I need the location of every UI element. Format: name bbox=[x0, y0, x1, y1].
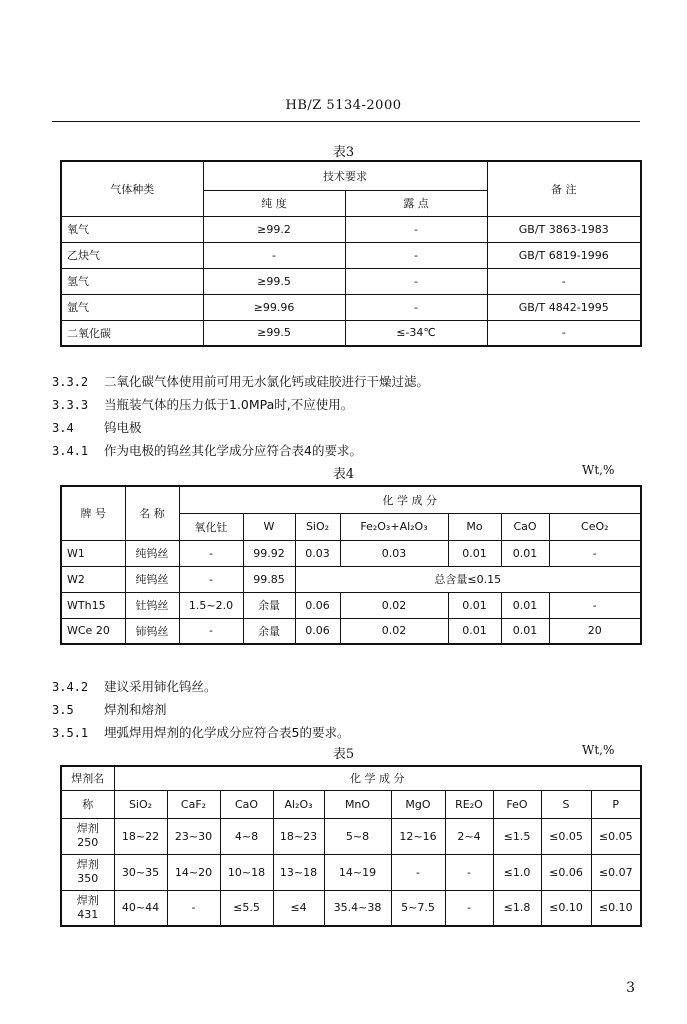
table-cell: ≤1.5 bbox=[493, 818, 541, 854]
section-number: 3.4.2 bbox=[52, 680, 89, 694]
table-cell: 二氧化碳 bbox=[61, 320, 203, 346]
table-cell: 0.01 bbox=[501, 540, 549, 566]
page-header: HB/Z 5134-2000 bbox=[285, 98, 402, 113]
table-cell: 0.03 bbox=[340, 540, 448, 566]
table-cell: 铈钨丝 bbox=[125, 618, 179, 644]
table-cell: SiO₂ bbox=[295, 513, 340, 540]
table4-body bbox=[61, 540, 641, 644]
table4 bbox=[60, 485, 642, 645]
table-row bbox=[61, 216, 641, 242]
table-row bbox=[61, 566, 641, 592]
table4-head-name: 名 称 bbox=[125, 486, 179, 540]
header-rule bbox=[52, 121, 640, 122]
table-cell: - bbox=[549, 592, 641, 618]
table-cell: ≥99.5 bbox=[203, 320, 345, 346]
flux-name-cell bbox=[61, 818, 114, 854]
table-cell: - bbox=[345, 294, 487, 320]
table-cell: 0.01 bbox=[501, 618, 549, 644]
table4-caption: 表4 bbox=[332, 467, 355, 482]
table-cell: - bbox=[487, 268, 641, 294]
table-cell: P bbox=[591, 790, 641, 818]
table-cell: 40~44 bbox=[114, 890, 167, 926]
table4-head-comp: 化 学 成 分 bbox=[179, 486, 641, 513]
table-cell: - bbox=[179, 540, 243, 566]
section-number: 3.4.1 bbox=[52, 444, 89, 458]
table-cell: 14~19 bbox=[324, 854, 391, 890]
table-cell: CaF₂ bbox=[167, 790, 220, 818]
table-cell: 5~7.5 bbox=[391, 890, 445, 926]
table-cell: 0.01 bbox=[448, 592, 501, 618]
table-cell: 氩气 bbox=[61, 294, 203, 320]
table5-head-flux-top: 焊剂名 bbox=[61, 766, 114, 790]
table-cell: - bbox=[445, 854, 493, 890]
table3-head-remark: 备 注 bbox=[487, 161, 641, 216]
table-cell: - bbox=[487, 320, 641, 346]
table-cell: 氢气 bbox=[61, 268, 203, 294]
table-cell: 23~30 bbox=[167, 818, 220, 854]
page-number: 3 bbox=[626, 980, 635, 996]
table-cell: 纯钨丝 bbox=[125, 540, 179, 566]
table-cell: 99.92 bbox=[243, 540, 295, 566]
table-cell: 12~16 bbox=[391, 818, 445, 854]
paragraph-text: 当瓶装气体的压力低于1.0MPa时,不应使用。 bbox=[104, 397, 354, 412]
paragraph bbox=[52, 441, 362, 459]
table3-head-tech: 技术要求 bbox=[203, 161, 487, 190]
table4-head-grade: 牌 号 bbox=[61, 486, 125, 540]
table-cell: 0.01 bbox=[448, 540, 501, 566]
flux-name-line: 焊剂 bbox=[76, 858, 99, 871]
table-row bbox=[61, 540, 641, 566]
table-cell: 2~4 bbox=[445, 818, 493, 854]
table-cell: 0.02 bbox=[340, 592, 448, 618]
flux-name-cell bbox=[61, 890, 114, 926]
table-cell: - bbox=[391, 854, 445, 890]
table-cell: - bbox=[345, 242, 487, 268]
table-cell: - bbox=[179, 566, 243, 592]
table5-caption: 表5 bbox=[332, 747, 355, 762]
table5-head-flux-bottom: 称 bbox=[61, 790, 114, 818]
table3-head-dew: 露 点 bbox=[345, 190, 487, 216]
table-cell: W bbox=[243, 513, 295, 540]
section-number: 3.5.1 bbox=[52, 726, 89, 740]
table-cell: 总含量≤0.15 bbox=[295, 566, 641, 592]
table-cell: ≤0.07 bbox=[591, 854, 641, 890]
table-cell: - bbox=[345, 216, 487, 242]
flux-name-line: 焊剂 bbox=[76, 893, 99, 907]
table-cell: GB/T 6819-1996 bbox=[487, 242, 641, 268]
table-cell: 纯钨丝 bbox=[125, 566, 179, 592]
section-number: 3.3.3 bbox=[52, 398, 89, 412]
paragraph-text: 焊剂和熔剂 bbox=[104, 702, 167, 717]
table-cell: ≤4 bbox=[273, 890, 324, 926]
table-cell: CaO bbox=[501, 513, 549, 540]
table-row bbox=[61, 592, 641, 618]
table-cell: - bbox=[179, 618, 243, 644]
table-cell: 余量 bbox=[243, 592, 295, 618]
table-cell: FeO bbox=[493, 790, 541, 818]
table-cell: ≤5.5 bbox=[220, 890, 273, 926]
table-cell: ≤0.05 bbox=[541, 818, 591, 854]
table-cell: 0.06 bbox=[295, 618, 340, 644]
table-cell: CaO bbox=[220, 790, 273, 818]
table-row bbox=[61, 890, 641, 926]
table-cell: 10~18 bbox=[220, 854, 273, 890]
table-cell: ≤-34℃ bbox=[345, 320, 487, 346]
table-cell: 30~35 bbox=[114, 854, 167, 890]
table-row bbox=[61, 618, 641, 644]
table-cell: 0.03 bbox=[295, 540, 340, 566]
table3-head-purity: 纯 度 bbox=[203, 190, 345, 216]
table-cell: - bbox=[167, 890, 220, 926]
table-cell: ≤0.06 bbox=[541, 854, 591, 890]
flux-name-line: 431 bbox=[77, 907, 99, 921]
table-cell: RE₂O bbox=[445, 790, 493, 818]
paragraph-text: 作为电极的钨丝其化学成分应符合表4的要求。 bbox=[104, 443, 362, 458]
paragraph-text: 埋弧焊用焊剂的化学成分应符合表5的要求。 bbox=[104, 725, 350, 740]
table-cell: ≤0.10 bbox=[541, 890, 591, 926]
table3-head-gas: 气体种类 bbox=[61, 161, 203, 216]
section-number: 3.4 bbox=[52, 421, 74, 435]
table-cell: ≤0.05 bbox=[591, 818, 641, 854]
table-cell: WTh15 bbox=[61, 592, 125, 618]
paragraph bbox=[52, 723, 349, 741]
flux-name-cell bbox=[61, 854, 114, 890]
paragraph bbox=[52, 677, 217, 695]
table-cell: 18~23 bbox=[273, 818, 324, 854]
table5-unit: Wt,% bbox=[582, 743, 615, 757]
table-cell: 20 bbox=[549, 618, 641, 644]
table-cell: Al₂O₃ bbox=[273, 790, 324, 818]
table-cell: - bbox=[345, 268, 487, 294]
table-row bbox=[61, 854, 641, 890]
table-cell: 0.01 bbox=[448, 618, 501, 644]
table-cell: GB/T 4842-1995 bbox=[487, 294, 641, 320]
table-cell: - bbox=[549, 540, 641, 566]
paragraph-text: 二氧化碳气体使用前可用无水氯化钙或硅胶进行干燥过滤。 bbox=[104, 374, 430, 389]
table-cell: WCe 20 bbox=[61, 618, 125, 644]
paragraph bbox=[52, 395, 353, 413]
table-cell: W1 bbox=[61, 540, 125, 566]
table-cell: Mo bbox=[448, 513, 501, 540]
table-cell: CeO₂ bbox=[549, 513, 641, 540]
paragraph bbox=[52, 372, 429, 390]
table-cell: ≥99.5 bbox=[203, 268, 345, 294]
table5 bbox=[60, 765, 642, 927]
paragraph bbox=[52, 418, 142, 436]
paragraph-text: 建议采用铈化钨丝。 bbox=[104, 679, 217, 694]
flux-name-line: 焊剂 bbox=[76, 822, 99, 835]
table-cell: Fe₂O₃+Al₂O₃ bbox=[340, 513, 448, 540]
table-cell: 钍钨丝 bbox=[125, 592, 179, 618]
table-cell: ≤1.8 bbox=[493, 890, 541, 926]
table-cell: 乙炔气 bbox=[61, 242, 203, 268]
section-number: 3.3.2 bbox=[52, 375, 89, 389]
table5-head-comp: 化 学 成 分 bbox=[114, 766, 641, 790]
table-row bbox=[61, 294, 641, 320]
table-cell: S bbox=[541, 790, 591, 818]
flux-name-line: 250 bbox=[77, 836, 99, 849]
table-row bbox=[61, 268, 641, 294]
table-cell: 99.85 bbox=[243, 566, 295, 592]
table-cell: 14~20 bbox=[167, 854, 220, 890]
table-cell: ≥99.96 bbox=[203, 294, 345, 320]
table-row bbox=[61, 320, 641, 346]
table-cell: ≤1.0 bbox=[493, 854, 541, 890]
table-cell: 余量 bbox=[243, 618, 295, 644]
table-cell: 0.01 bbox=[501, 592, 549, 618]
table-cell: MgO bbox=[391, 790, 445, 818]
table-cell: ≤0.10 bbox=[591, 890, 641, 926]
table-cell: 4~8 bbox=[220, 818, 273, 854]
table-cell: W2 bbox=[61, 566, 125, 592]
table4-unit: Wt,% bbox=[582, 463, 615, 477]
table-row bbox=[61, 818, 641, 854]
table-cell: SiO₂ bbox=[114, 790, 167, 818]
table3-body bbox=[61, 216, 641, 346]
table-cell: 13~18 bbox=[273, 854, 324, 890]
table-cell: - bbox=[445, 890, 493, 926]
table-row bbox=[61, 242, 641, 268]
section-number: 3.5 bbox=[52, 703, 74, 717]
table-cell: 氧化钍 bbox=[179, 513, 243, 540]
table3 bbox=[60, 160, 642, 347]
table-cell: 1.5~2.0 bbox=[179, 592, 243, 618]
table-cell: 0.06 bbox=[295, 592, 340, 618]
table-cell: MnO bbox=[324, 790, 391, 818]
table-cell: 35.4~38 bbox=[324, 890, 391, 926]
table-cell: 0.02 bbox=[340, 618, 448, 644]
flux-name-line: 350 bbox=[77, 872, 99, 885]
paragraph bbox=[52, 700, 167, 718]
table-cell: 氧气 bbox=[61, 216, 203, 242]
table-cell: 18~22 bbox=[114, 818, 167, 854]
table-cell: - bbox=[203, 242, 345, 268]
table-cell: GB/T 3863-1983 bbox=[487, 216, 641, 242]
table-cell: 5~8 bbox=[324, 818, 391, 854]
table5-body bbox=[61, 818, 641, 926]
paragraph-text: 钨电极 bbox=[104, 420, 142, 435]
table3-caption: 表3 bbox=[332, 145, 355, 160]
table-cell: ≥99.2 bbox=[203, 216, 345, 242]
table5-column-headers bbox=[61, 790, 641, 818]
